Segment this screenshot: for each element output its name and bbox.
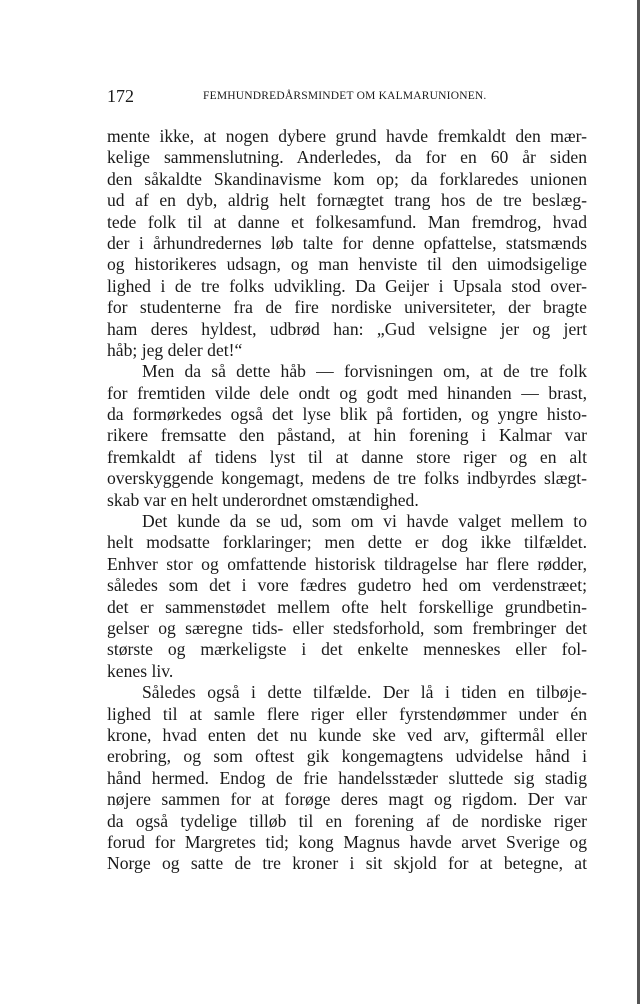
text-line: fremkaldt af tidens lyst til at danne store riger og en alt xyxy=(107,446,587,467)
text-line: således som det i vore fædres gudetro hed om verdenstræet; xyxy=(107,575,587,596)
text-line: lighed i de tre folks udvikling. Da Geijer i Upsala stod over- xyxy=(107,275,587,296)
text-line: ud af en dyb, aldrig helt fornægtet trang hos de tre beslæg- xyxy=(107,190,587,211)
text-line: nøjere sammen for at forøge deres magt og rigdom. Der var xyxy=(107,789,587,810)
page-number: 172 xyxy=(107,86,134,106)
text-line: største og mærkeligste i det enkelte menneskes eller fol- xyxy=(107,639,587,660)
running-title: FEMHUNDREDÅRSMINDET OM KALMARUNIONEN. xyxy=(203,90,487,102)
text-line: Således også i dette tilfælde. Der lå i tiden en tilbøje- xyxy=(142,682,587,703)
text-line: erobring, og som oftest gik kongemagtens udvidelse hånd i xyxy=(107,746,587,767)
text-line: Norge og satte de tre kroner i sit skjold for at betegne, at xyxy=(107,853,587,874)
text-line: da også tydelige tilløb til en forening af de nordiske riger xyxy=(107,810,587,831)
text-line: og historikeres udsagn, og man henviste til den uimodsigelige xyxy=(107,254,587,275)
text-line: der i århundredernes løb talte for denne opfattelse, statsmænds xyxy=(107,232,587,253)
text-line: rikere fremsatte den påstand, at hin forening i Kalmar var xyxy=(107,425,587,446)
paragraph xyxy=(107,361,587,511)
text-line: kenes liv. xyxy=(107,660,174,681)
text-line: krone, hvad enten det nu kunde ske ved arv, giftermål eller xyxy=(107,724,587,745)
text-line: for studenterne fra de fire nordiske universiteter, der bragte xyxy=(107,297,587,318)
text-line: den såkaldte Skandinavisme kom op; da forklaredes unionen xyxy=(107,168,587,189)
text-line: gelser og særegne tids- eller stedsforhold, som frembringer det xyxy=(107,617,587,638)
text-line: skab var en helt underordnet omstændighed. xyxy=(107,489,419,510)
paragraph xyxy=(107,511,587,682)
text-line: forud for Margretes tid; kong Magnus havde arvet Sverige og xyxy=(107,831,587,852)
text-line: lighed til at samle flere riger eller fyrstendømmer under én xyxy=(107,703,587,724)
text-line: Det kunde da se ud, som om vi havde valget mellem to xyxy=(142,511,587,532)
paragraph xyxy=(107,126,587,361)
page-body xyxy=(107,126,587,875)
text-line: for fremtiden vilde dele ondt og godt med hinanden — brast, xyxy=(107,382,587,403)
text-line: hånd hermed. Endog de frie handelsstæder sluttede sig stadig xyxy=(107,767,587,788)
text-line: kelige sammenslutning. Anderledes, da for en 60 år siden xyxy=(107,147,587,168)
paragraph xyxy=(107,682,587,875)
text-line: overskyggende kongemagt, medens de tre folks indbyrdes slægt- xyxy=(107,468,587,489)
text-line: da formørkedes også det lyse blik på fortiden, og yngre histo- xyxy=(107,404,587,425)
text-line: håb; jeg deler det!“ xyxy=(107,339,243,360)
text-line: tede folk til at danne et folkesamfund. Man fremdrog, hvad xyxy=(107,211,587,232)
page-header xyxy=(107,86,587,108)
text-line: Men da så dette håb — forvisningen om, at de tre folk xyxy=(142,361,587,382)
text-line: ham deres hyldest, udbrød han: „Gud velsigne jer og jert xyxy=(107,318,587,339)
text-line: helt modsatte forklaringer; men dette er dog ikke tilfældet. xyxy=(107,532,587,553)
text-line: Enhver stor og omfattende historisk tildragelse har flere rødder, xyxy=(107,553,587,574)
text-line: det er sammenstødet mellem ofte helt forskellige grundbetin- xyxy=(107,596,587,617)
text-line: mente ikke, at nogen dybere grund havde fremkaldt den mær- xyxy=(107,126,587,146)
